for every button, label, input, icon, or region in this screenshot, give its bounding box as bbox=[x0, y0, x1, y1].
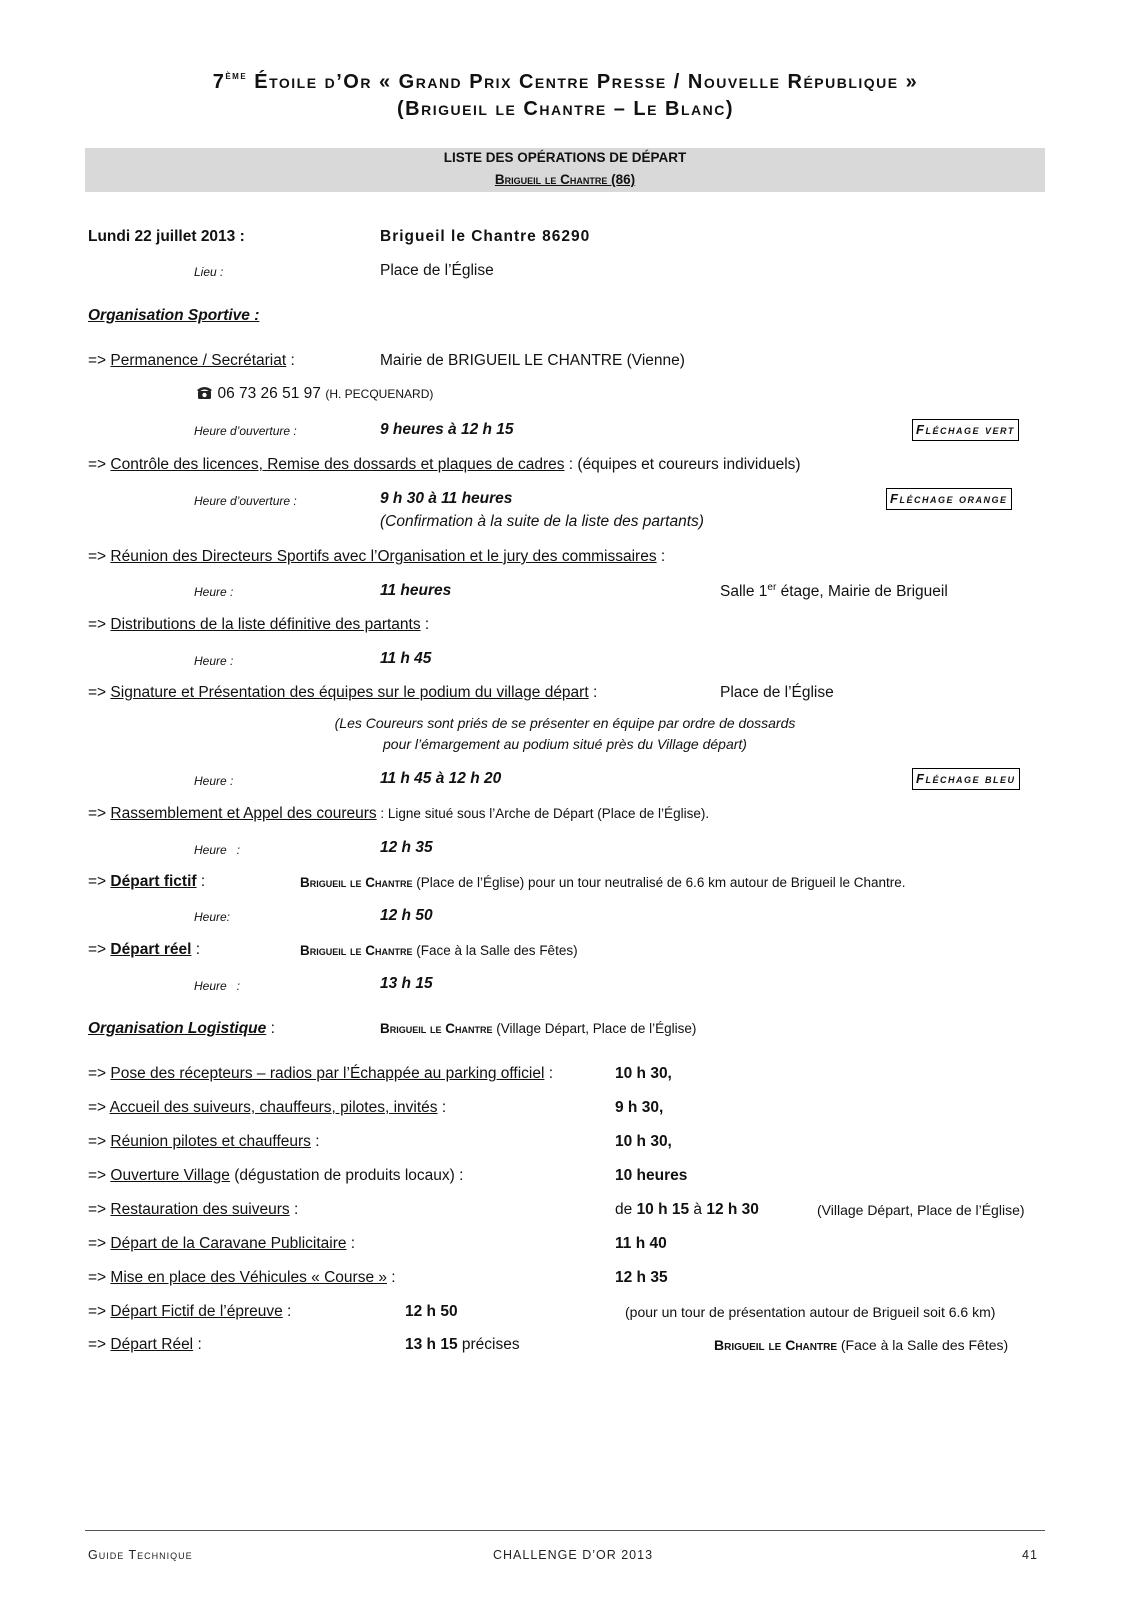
logistique-reel-place bbox=[714, 1337, 1008, 1353]
page-subtitle: (Brigueil le Chantre – Le Blanc) bbox=[397, 98, 734, 120]
logistique-row-tail: : bbox=[544, 1065, 554, 1082]
logistique-fictif-tail: : bbox=[282, 1303, 292, 1320]
time-mid: à bbox=[689, 1201, 707, 1218]
reunion-hours-label: Heure : bbox=[194, 585, 234, 599]
signature-hours: 11 h 45 à 12 h 20 bbox=[380, 770, 502, 787]
arrow-marker: => bbox=[88, 684, 107, 701]
controle-note: (Confirmation à la suite de la liste des partants) bbox=[380, 513, 704, 530]
time-start: 10 h 15 bbox=[636, 1201, 690, 1218]
date-label: Lundi 22 juillet 2013 : bbox=[88, 228, 245, 245]
depart-fictif-town: Brigueil le Chantre bbox=[300, 875, 413, 890]
arrow-marker: => bbox=[88, 456, 107, 473]
logistique-row-time: 9 h 30, bbox=[615, 1099, 664, 1116]
phone-number: 06 73 26 51 97 bbox=[217, 385, 321, 402]
rassemblement-rest: : Ligne situé sous l’Arche de Départ (Place de l’Église). bbox=[376, 806, 710, 821]
logistique-reel-time-value: 13 h 15 bbox=[405, 1336, 458, 1353]
page-number: 41 bbox=[1022, 1548, 1038, 1562]
footer-divider bbox=[85, 1530, 1045, 1531]
logistique-row-tail: : bbox=[437, 1099, 447, 1116]
reunion-place-sup: er bbox=[767, 582, 777, 593]
logistique-row-label: Restauration des suiveurs bbox=[110, 1201, 290, 1218]
logistique-row-time: 11 h 40 bbox=[615, 1235, 667, 1252]
rassemblement-hours-label: Heure : bbox=[194, 843, 241, 857]
logistique-row-label: Réunion pilotes et chauffeurs bbox=[110, 1133, 311, 1150]
logistique-reel-town: Brigueil le Chantre bbox=[714, 1337, 837, 1353]
permanence-label: Permanence / Secrétariat bbox=[110, 352, 287, 369]
controle-hours: 9 h 30 à 11 heures bbox=[380, 490, 513, 507]
logistique-reel-row bbox=[88, 1336, 202, 1354]
logistique-fictif-extra: (pour un tour de présentation autour de Brigueil soit 6.6 km) bbox=[625, 1304, 996, 1320]
time-end: 12 h 30 bbox=[706, 1201, 759, 1218]
depart-reel-row bbox=[88, 941, 200, 959]
depart-fictif-place bbox=[300, 875, 906, 890]
flechage-orange-badge: Fléchage orange bbox=[886, 488, 1012, 510]
controle-rest: : (équipes et coureurs individuels) bbox=[564, 456, 801, 473]
logistique-row bbox=[88, 1269, 396, 1287]
depart-fictif-desc: (Place de l’Église) pour un tour neutralisé de 6.6 km autour de Brigueil le Chantre. bbox=[412, 875, 906, 890]
depart-reel-desc: (Face à la Salle des Fêtes) bbox=[412, 943, 578, 958]
logistique-reel-desc: (Face à la Salle des Fêtes) bbox=[837, 1337, 1009, 1353]
logistique-row-time bbox=[615, 1201, 759, 1219]
arrow-marker: => bbox=[88, 1099, 107, 1116]
logistique-row-tail: : bbox=[310, 1133, 320, 1150]
logistique-row-tail: : bbox=[289, 1201, 299, 1218]
logistique-place bbox=[380, 1021, 696, 1036]
distribution-hours: 11 h 45 bbox=[380, 650, 432, 667]
phone-contact-name: (H. PECQUENARD) bbox=[325, 387, 434, 401]
logistique-row bbox=[88, 1099, 446, 1117]
permanence-hours: 9 heures à 12 h 15 bbox=[380, 421, 514, 438]
depart-reel-town: Brigueil le Chantre bbox=[300, 943, 413, 958]
logistique-row-tail: (dégustation de produits locaux) : bbox=[229, 1167, 464, 1184]
logistique-row-label: Pose des récepteurs – radios par l’Échappée au parking officiel bbox=[110, 1065, 545, 1082]
controle-hours-label: Heure d’ouverture : bbox=[194, 494, 297, 508]
logistique-reel-tail: : bbox=[193, 1336, 202, 1353]
signature-hours-label: Heure : bbox=[194, 774, 234, 788]
reunion-label: Réunion des Directeurs Sportifs avec l’Organisation et le jury des commissaires bbox=[110, 548, 657, 565]
arrow-marker: => bbox=[88, 1235, 107, 1252]
depart-reel-place bbox=[300, 943, 578, 958]
logistique-heading-row bbox=[88, 1020, 275, 1038]
logistique-town: Brigueil le Chantre bbox=[380, 1021, 493, 1036]
logistique-row-tail: : bbox=[387, 1269, 396, 1286]
reunion-place-prefix: Salle 1 bbox=[720, 583, 768, 601]
depart-fictif-hours: 12 h 50 bbox=[380, 907, 433, 924]
arrow-marker: => bbox=[88, 1133, 107, 1150]
band-subtitle bbox=[85, 172, 1045, 187]
logistique-row-label: Accueil des suiveurs, chauffeurs, pilotes, invités bbox=[109, 1099, 438, 1116]
distribution-label: Distributions de la liste définitive des partants bbox=[110, 616, 421, 633]
permanence-hours-label: Heure d’ouverture : bbox=[194, 424, 297, 438]
page-title bbox=[0, 70, 1131, 94]
arrow-marker: => bbox=[88, 352, 107, 369]
arrow-marker: => bbox=[88, 1167, 107, 1184]
arrow-marker: => bbox=[88, 1201, 107, 1218]
logistique-row bbox=[88, 1065, 553, 1083]
logistique-fictif-time: 12 h 50 bbox=[405, 1303, 458, 1320]
rassemblement-row bbox=[88, 805, 709, 823]
logistique-fictif-row bbox=[88, 1303, 291, 1321]
permanence-colon: : bbox=[286, 352, 295, 369]
depart-fictif-colon: : bbox=[196, 873, 206, 890]
reunion-place-rest: étage, Mairie de Brigueil bbox=[776, 583, 948, 601]
signature-colon: : bbox=[588, 684, 598, 701]
depart-fictif-row bbox=[88, 873, 205, 891]
logistique-row-extra: (Village Départ, Place de l’Église) bbox=[817, 1202, 1025, 1218]
arrow-marker: => bbox=[88, 941, 107, 958]
signature-label: Signature et Présentation des équipes sur le podium du village départ bbox=[110, 684, 589, 701]
logistique-reel-label: Départ Réel bbox=[110, 1336, 194, 1353]
band-title: LISTE DES OPÉRATIONS DE DÉPART bbox=[443, 150, 687, 165]
depart-reel-colon: : bbox=[191, 941, 201, 958]
arrow-marker: => bbox=[88, 1269, 107, 1286]
logistique-desc: (Village Départ, Place de l’Église) bbox=[492, 1021, 697, 1036]
signature-note-line2: pour l’émargement au podium situé près du Village départ) bbox=[383, 736, 747, 752]
arrow-marker: => bbox=[88, 805, 107, 822]
arrow-marker: => bbox=[88, 616, 107, 633]
time-prefix: de bbox=[615, 1201, 637, 1218]
arrow-marker: => bbox=[88, 1065, 107, 1082]
logistique-reel-time bbox=[405, 1336, 520, 1354]
depart-fictif-hours-label: Heure: bbox=[194, 910, 231, 924]
logistique-row bbox=[88, 1201, 298, 1219]
permanence-value: Mairie de BRIGUEIL LE CHANTRE (Vienne) bbox=[380, 352, 685, 369]
lieu-label: Lieu : bbox=[194, 265, 224, 279]
logistique-heading: Organisation Logistique bbox=[88, 1020, 267, 1037]
rassemblement-hours: 12 h 35 bbox=[380, 839, 433, 856]
signature-note-line1: (Les Coureurs sont priés de se présenter en équipe par ordre de dossards bbox=[334, 715, 796, 731]
arrow-marker: => bbox=[88, 1336, 107, 1353]
logistique-reel-time-rest: précises bbox=[457, 1336, 520, 1353]
permanence-row bbox=[88, 352, 295, 370]
logistique-fictif-label: Départ Fictif de l’épreuve bbox=[110, 1303, 283, 1320]
logistique-colon: : bbox=[266, 1020, 275, 1037]
logistique-row bbox=[88, 1235, 355, 1253]
controle-row bbox=[88, 456, 801, 474]
sportive-heading: Organisation Sportive : bbox=[88, 307, 260, 324]
logistique-row-time: 12 h 35 bbox=[615, 1269, 668, 1286]
logistique-row-time: 10 heures bbox=[615, 1167, 688, 1184]
flechage-vert-badge: Fléchage vert bbox=[912, 419, 1019, 441]
logistique-row-label: Ouverture Village bbox=[110, 1167, 230, 1184]
depart-reel-hours-label: Heure : bbox=[194, 979, 241, 993]
telephone-icon bbox=[196, 385, 213, 405]
footer-left: Guide Technique bbox=[88, 1548, 193, 1562]
logistique-row-label: Mise en place des Véhicules « Course » bbox=[110, 1269, 387, 1286]
arrow-marker: => bbox=[88, 873, 107, 890]
phone-row bbox=[196, 385, 433, 405]
logistique-row bbox=[88, 1133, 320, 1151]
logistique-row-time: 10 h 30, bbox=[615, 1065, 672, 1082]
depart-fictif-label: Départ fictif bbox=[110, 873, 197, 890]
lieu-value: Place de l’Église bbox=[380, 262, 494, 279]
controle-label: Contrôle des licences, Remise des dossards et plaques de cadres bbox=[110, 456, 565, 473]
logistique-row-tail: : bbox=[346, 1235, 356, 1252]
distribution-hours-label: Heure : bbox=[194, 654, 234, 668]
reunion-place bbox=[720, 582, 948, 601]
depart-reel-hours: 13 h 15 bbox=[380, 975, 433, 992]
flechage-bleu-badge: Fléchage bleu bbox=[912, 768, 1020, 790]
logistique-row bbox=[88, 1167, 463, 1185]
title-superscript: ème bbox=[225, 70, 248, 82]
signature-place: Place de l’Église bbox=[720, 684, 834, 701]
title-line1: Étoile d’Or « Grand Prix Centre Presse / Nouvelle République » bbox=[254, 71, 919, 93]
distribution-row bbox=[88, 616, 429, 634]
rassemblement-label: Rassemblement et Appel des coureurs bbox=[110, 805, 377, 822]
date-town: Brigueil le Chantre 86290 bbox=[380, 228, 591, 245]
depart-reel-label: Départ réel bbox=[110, 941, 192, 958]
arrow-marker: => bbox=[88, 548, 107, 565]
reunion-row bbox=[88, 548, 665, 566]
logistique-row-label: Départ de la Caravane Publicitaire bbox=[110, 1235, 347, 1252]
title-number: 7 bbox=[212, 71, 226, 93]
reunion-hours: 11 heures bbox=[380, 582, 452, 599]
footer-center: CHALLENGE D’OR 2013 bbox=[493, 1548, 654, 1562]
distribution-colon: : bbox=[420, 616, 430, 633]
reunion-colon: : bbox=[656, 548, 666, 565]
band-subtitle-text: Brigueil le Chantre (86) bbox=[494, 172, 636, 187]
signature-row bbox=[88, 684, 597, 702]
logistique-row-time: 10 h 30, bbox=[615, 1133, 672, 1150]
arrow-marker: => bbox=[88, 1303, 107, 1320]
